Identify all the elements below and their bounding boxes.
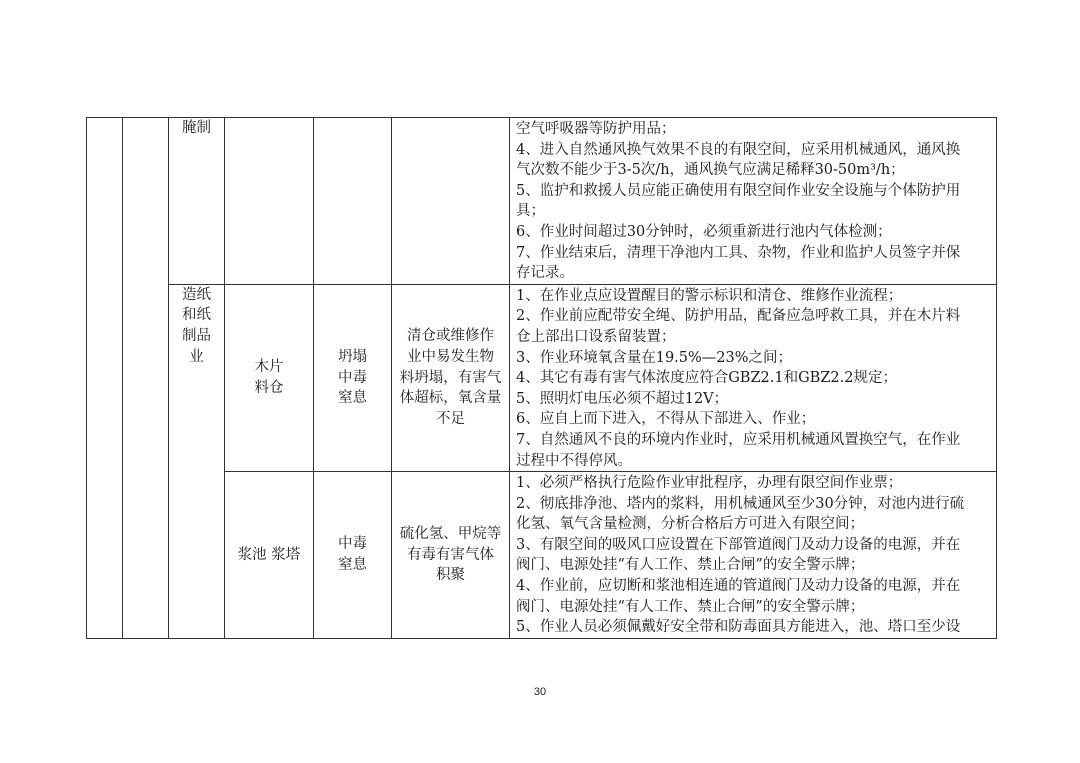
requirement-line: 具； bbox=[516, 203, 545, 220]
cause-line: 清仓或维修作 bbox=[407, 328, 494, 345]
place-cell bbox=[225, 118, 314, 285]
requirement-line: 6、作业时间超过30分钟时，必须重新进行池内气体检测； bbox=[516, 223, 892, 240]
requirement-line: 化氢、氧气含量检测，分析合格后方可进入有限空间； bbox=[516, 516, 864, 533]
safety-requirements-table bbox=[86, 117, 997, 639]
industry-cell bbox=[169, 284, 225, 638]
requirement-line: 6、应自上而下进入，不得从下部进入、作业； bbox=[516, 411, 816, 428]
requirement-line: 阀门、电源处挂“有人工作、禁止合闸”的安全警示牌； bbox=[516, 557, 865, 574]
requirement-line: 仓上部出口设系留装置； bbox=[516, 328, 676, 345]
cause-line: 不足 bbox=[436, 410, 465, 427]
cause-line: 料坍塌，有害气 bbox=[399, 369, 502, 386]
place-line: 浆池 浆塔 bbox=[237, 546, 301, 563]
industry-line: 业 bbox=[189, 348, 204, 365]
cause-cell bbox=[392, 284, 510, 471]
requirement-line: 5、作业人员必须佩戴好安全带和防毒面具方能进入，池、塔口至少设 bbox=[516, 619, 961, 636]
place-line: 料仓 bbox=[254, 379, 284, 396]
risk-line: 中毒 bbox=[338, 536, 367, 553]
industry-line: 制品 bbox=[182, 327, 211, 344]
requirement-line: 阀门、电源处挂“有人工作、禁止合闸”的安全警示牌； bbox=[516, 598, 865, 615]
blank-column-2 bbox=[123, 118, 169, 639]
requirement-line: 1、必须严格执行危险作业审批程序，办理有限空间作业票； bbox=[516, 475, 903, 492]
risk-line: 坍塌 bbox=[338, 349, 367, 366]
requirement-line: 4、其它有毒有害气体浓度应符合GBZ2.1和GBZ2.2规定； bbox=[516, 370, 897, 387]
industry-cell bbox=[169, 118, 225, 285]
industry-line: 造纸 bbox=[182, 286, 211, 303]
page-number: 30 bbox=[533, 686, 547, 698]
requirement-line: 1、在作业点应设置醒目的警示标识和清仓、维修作业流程； bbox=[516, 287, 903, 304]
requirement-line: 5、监护和救援人员应能正确使用有限空间作业安全设施与个体防护用 bbox=[516, 182, 961, 199]
requirement-line: 空气呼吸器等防护用品； bbox=[516, 121, 676, 137]
requirement-line: 3、有限空间的吸风口应设置在下部管道阀门及动力设备的电源，并在 bbox=[516, 536, 961, 553]
requirement-line: 气次数不能少于3-5次/h，通风换气应满足稀释30-50m³/h； bbox=[516, 162, 905, 179]
risk-cell bbox=[314, 284, 392, 471]
requirement-line: 3、作业环境氧含量在19.5%—23%之间； bbox=[516, 349, 793, 366]
requirement-line: 5、照明灯电压必须不超过12V； bbox=[516, 390, 729, 407]
requirement-line: 2、彻底排净池、塔内的浆料，用机械通风至少30分钟，对池内进行硫 bbox=[516, 495, 965, 512]
risk-line: 窒息 bbox=[338, 556, 367, 573]
cause-line: 硫化氢、甲烷等 bbox=[399, 526, 502, 543]
blank-column-1 bbox=[87, 118, 123, 639]
cause-cell bbox=[392, 118, 510, 285]
risk-line: 窒息 bbox=[338, 390, 367, 407]
cause-line: 有毒有害气体 bbox=[407, 546, 494, 563]
industry-line: 和纸 bbox=[182, 307, 211, 324]
risk-cell bbox=[314, 472, 392, 639]
cause-cell bbox=[392, 472, 510, 639]
requirement-line: 4、作业前，应切断和浆池相连通的管道阀门及动力设备的电源，并在 bbox=[516, 578, 961, 595]
requirement-line: 2、作业前应配带安全绳、防护用品，配备应急呼救工具，并在木片料 bbox=[516, 308, 961, 325]
requirement-line: 过程中不得停风。 bbox=[516, 452, 632, 469]
requirements-cell bbox=[510, 472, 997, 639]
requirements-cell bbox=[510, 118, 997, 285]
requirements-cell bbox=[510, 284, 997, 471]
place-line: 木片 bbox=[254, 359, 284, 376]
table-row-wood-chip-silo bbox=[87, 284, 997, 471]
risk-line: 中毒 bbox=[338, 369, 367, 386]
place-cell bbox=[225, 284, 314, 471]
cause-line: 体超标，氧含量 bbox=[399, 390, 502, 407]
cause-line: 业中易发生物 bbox=[407, 349, 494, 366]
cause-line: 积聚 bbox=[436, 567, 465, 584]
requirement-line: 存记录。 bbox=[516, 265, 574, 282]
requirement-line: 7、作业结束后，清理干净池内工具、杂物，作业和监护人员签字并保 bbox=[516, 244, 961, 261]
place-cell bbox=[225, 472, 314, 639]
requirement-line: 4、进入自然通风换气效果不良的有限空间，应采用机械通风，通风换 bbox=[516, 141, 961, 158]
table-row-pickling bbox=[87, 118, 997, 285]
industry-line: 腌制 bbox=[182, 120, 211, 136]
requirement-line: 7、自然通风不良的环境内作业时，应采用机械通风置换空气，在作业 bbox=[516, 431, 961, 448]
risk-cell bbox=[314, 118, 392, 285]
